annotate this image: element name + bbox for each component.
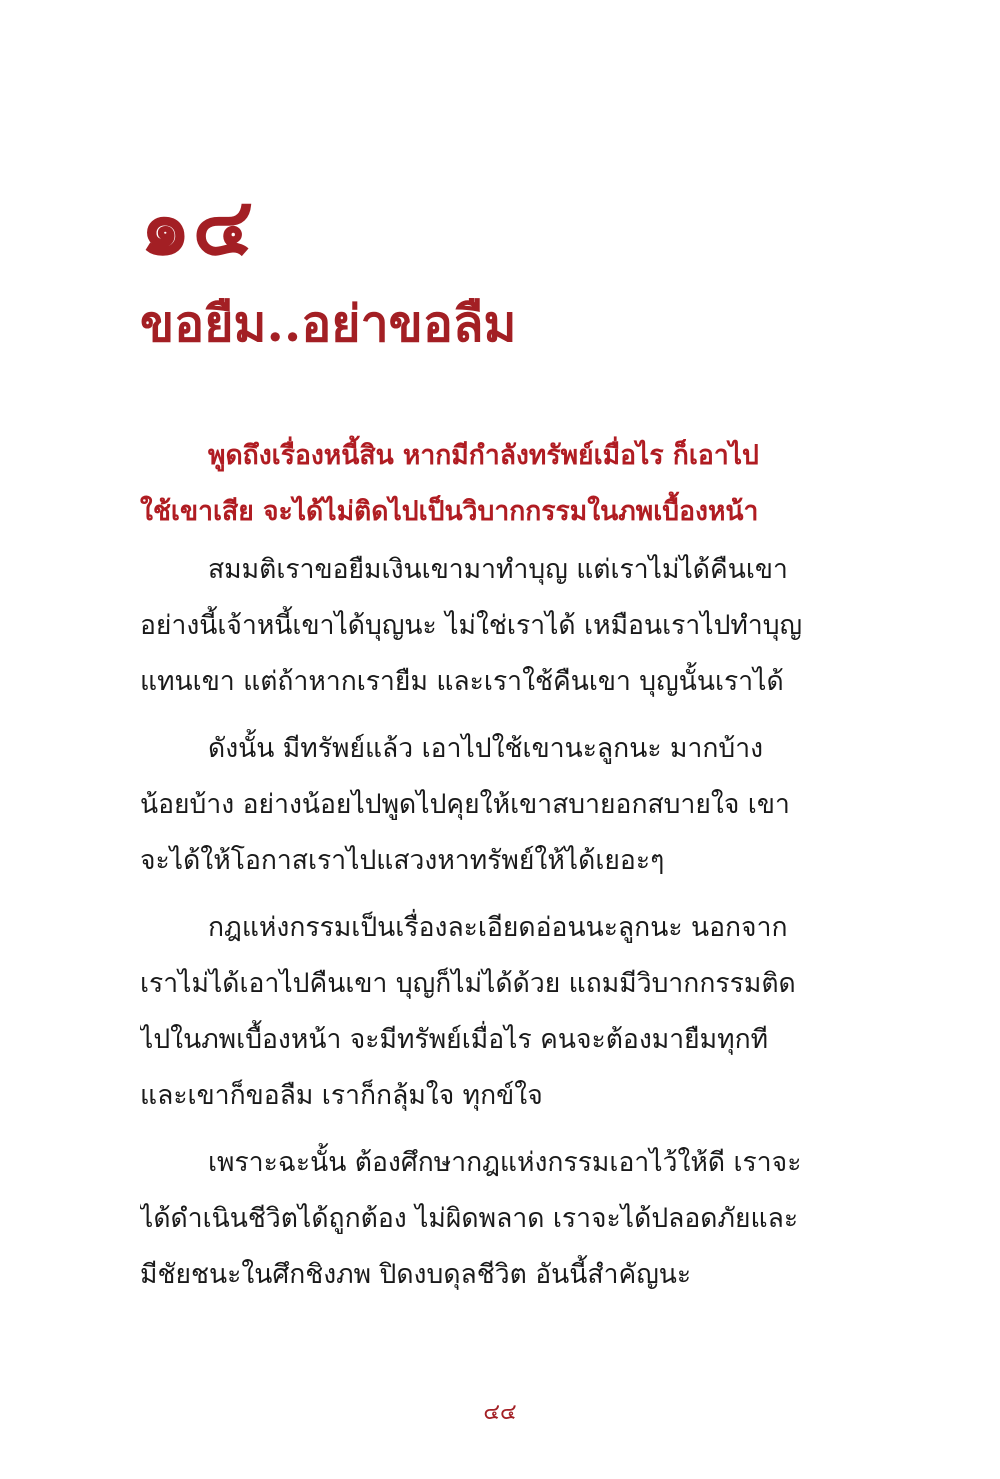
body-paragraph: [140, 542, 830, 710]
paragraph-line: จะได้ให้โอกาสเราไปแสวงหาทรัพย์ให้ได้เยอะๆ: [140, 845, 665, 876]
paragraph-line: น้อยบ้าง อย่างน้อยไปพูดไปคุยให้เขาสบายอกสบายใจ เขา: [140, 789, 790, 820]
lead-paragraph: [140, 428, 830, 540]
paragraph-line: มีชัยชนะในศึกชิงภพ ปิดงบดุลชีวิต อันนี้สำคัญนะ: [140, 1259, 692, 1290]
body-paragraph: [140, 721, 830, 889]
paragraph-line: และเขาก็ขอลืม เราก็กลุ้มใจ ทุกข์ใจ: [140, 1080, 543, 1111]
page-number: ๔๔: [483, 1400, 517, 1425]
paragraph-line: เราไม่ได้เอาไปคืนเขา บุญก็ไม่ได้ด้วย แถมมีวิบากกรรมติด: [140, 968, 796, 999]
paragraph-line: ได้ดำเนินชีวิตได้ถูกต้อง ไม่ผิดพลาด เราจะได้ปลอดภัยและ: [140, 1203, 799, 1234]
chapter-body: [140, 428, 830, 1314]
lead-line: ใช้เขาเสีย จะได้ไม่ติดไปเป็นวิบากกรรมในภพเบื้องหน้า: [140, 496, 759, 527]
paragraph-line: อย่างนี้เจ้าหนี้เขาได้บุญนะ ไม่ใช่เราได้ เหมือนเราไปทำบุญ: [140, 610, 803, 641]
paragraph-line: เพราะฉะนั้น ต้องศึกษากฎแห่งกรรมเอาไว้ให้ดี เราจะ: [208, 1147, 802, 1178]
lead-line: พูดถึงเรื่องหนี้สิน หากมีกำลังทรัพย์เมื่อไร ก็เอาไป: [208, 440, 759, 471]
paragraph-line: สมมติเราขอยืมเงินเขามาทำบุญ แต่เราไม่ได้คืนเขา: [208, 554, 788, 585]
paragraph-line: ดังนั้น มีทรัพย์แล้ว เอาไปใช้เขานะลูกนะ มากบ้าง: [208, 733, 764, 764]
chapter-number: ๑๔: [140, 179, 256, 273]
paragraph-line: แทนเขา แต่ถ้าหากเรายืม และเราใช้คืนเขา บุญนั้นเราได้: [140, 666, 784, 697]
body-paragraph: [140, 1135, 830, 1303]
body-paragraph: [140, 900, 830, 1124]
paragraph-line: กฎแห่งกรรมเป็นเรื่องละเอียดอ่อนนะลูกนะ นอกจาก: [208, 912, 788, 943]
chapter-title: ขอยืม..อย่าขอลืม: [140, 294, 517, 353]
paragraph-line: ไปในภพเบื้องหน้า จะมีทรัพย์เมื่อไร คนจะต้องมายืมทุกที: [140, 1024, 769, 1055]
